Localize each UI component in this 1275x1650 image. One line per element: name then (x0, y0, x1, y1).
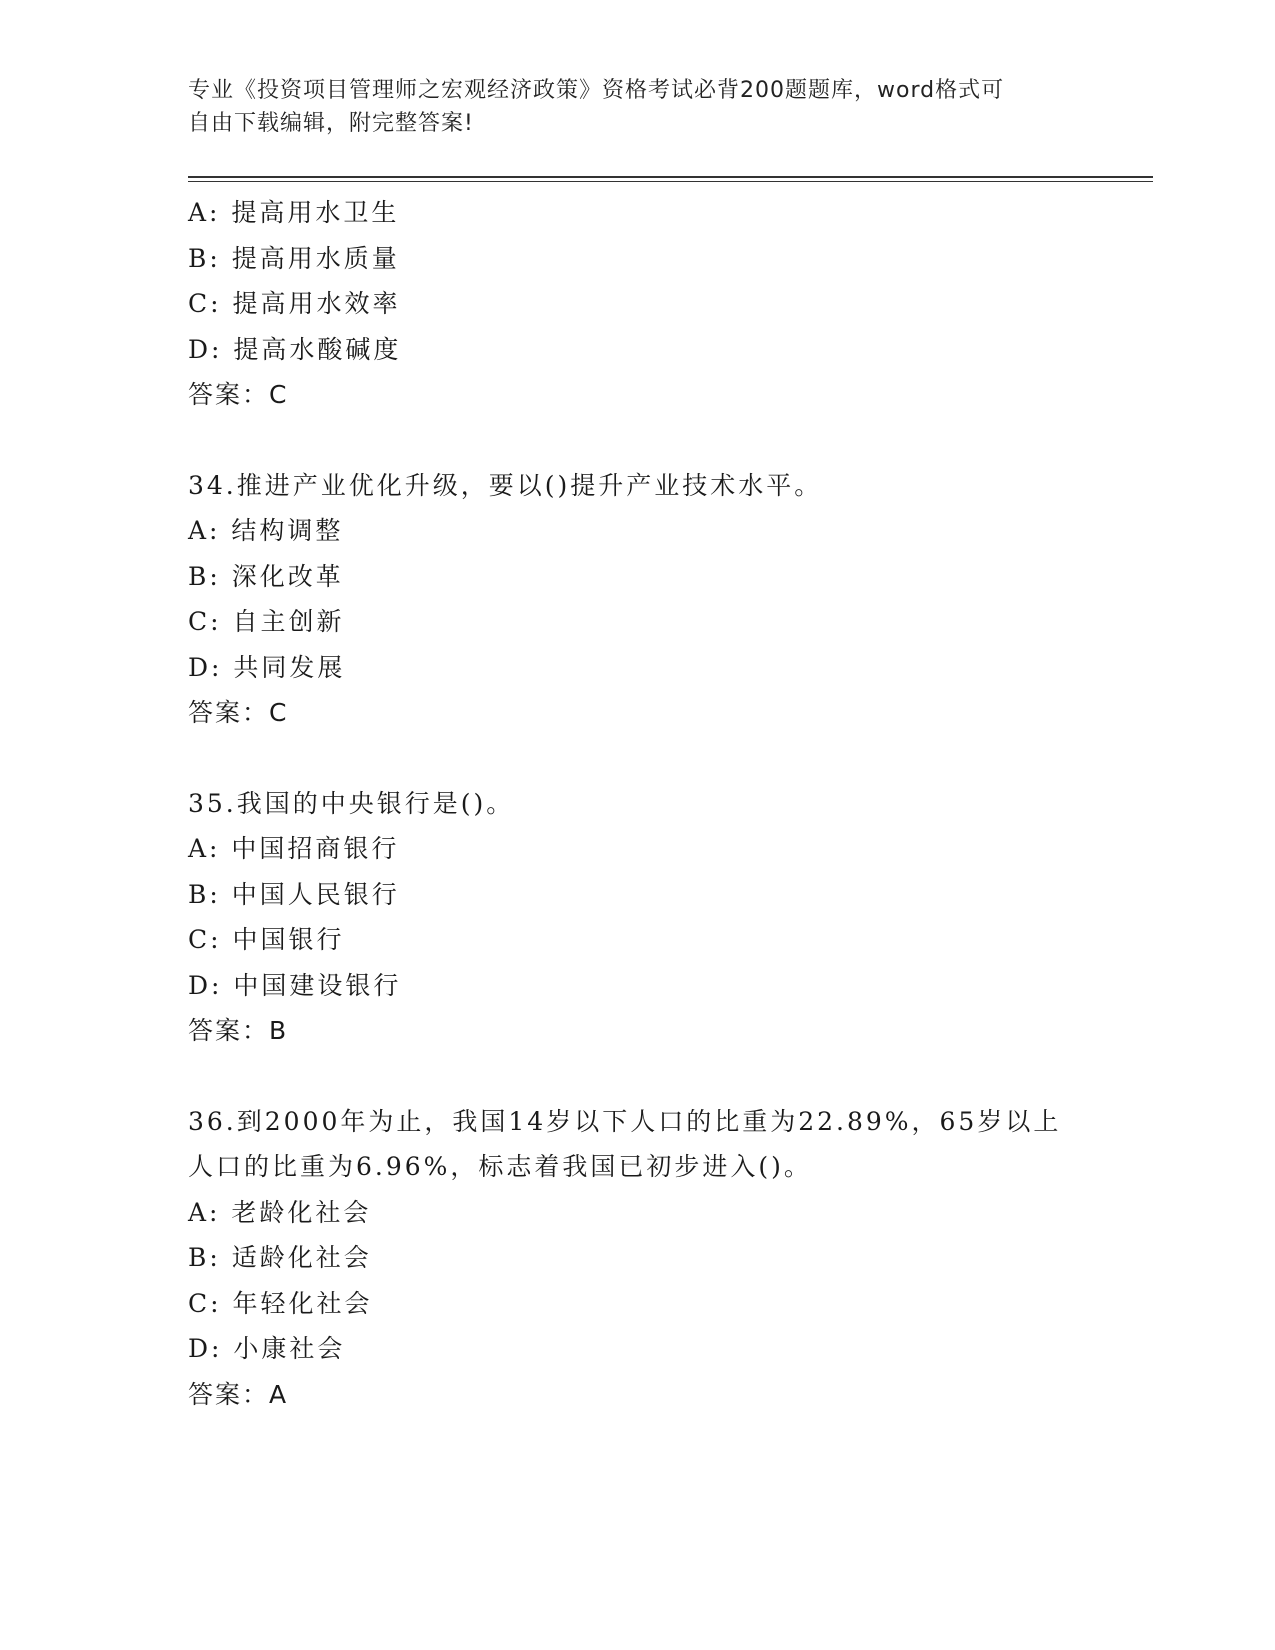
question-stem-line-2: 人口的比重为6.96%，标志着我国已初步进入()。 (188, 1152, 812, 1181)
option-a: A: 提高用水卫生 (188, 198, 400, 227)
option-b: B: 适龄化社会 (188, 1243, 372, 1272)
option-c: C: 年轻化社会 (188, 1288, 373, 1318)
option-a: A: 老龄化社会 (188, 1197, 372, 1227)
question-33 (188, 190, 1088, 418)
question-35 (188, 781, 1088, 1054)
answer: 答案：A (188, 1379, 289, 1409)
spacer (188, 736, 1088, 781)
spacer (188, 418, 1088, 463)
answer: 答案：C (188, 380, 289, 409)
answer: 答案：B (188, 1016, 289, 1045)
option-c: C: 提高用水效率 (188, 289, 401, 318)
option-c: C: 中国银行 (188, 925, 345, 954)
header-line-2: 自由下载编辑，附完整答案! (188, 111, 474, 136)
header-rule-thin (188, 181, 1153, 182)
option-d: D: 提高水酸碱度 (188, 334, 402, 364)
question-stem-line-1: 36.到2000年为止，我国14岁以下人口的比重为22.89%，65岁以上 (188, 1106, 1062, 1136)
option-d: D: 小康社会 (188, 1334, 346, 1363)
option-b: B: 中国人民银行 (188, 879, 400, 909)
answer: 答案：C (188, 698, 289, 727)
option-d: D: 中国建设银行 (188, 970, 402, 1000)
question-stem: 35.我国的中央银行是()。 (188, 788, 515, 818)
option-b: B: 提高用水质量 (188, 243, 400, 273)
option-a: A: 结构调整 (188, 516, 344, 545)
option-a: A: 中国招商银行 (188, 834, 400, 863)
option-b: B: 深化改革 (188, 561, 344, 591)
header-line-1: 专业《投资项目管理师之宏观经济政策》资格考试必背200题题库，word格式可 (188, 78, 1005, 103)
question-stem: 34.推进产业优化升级，要以()提升产业技术水平。 (188, 470, 823, 500)
spacer (188, 1054, 1088, 1099)
option-c: C: 自主创新 (188, 607, 345, 636)
question-36 (188, 1099, 1068, 1418)
question-34 (188, 463, 1088, 736)
option-d: D: 共同发展 (188, 652, 346, 682)
question-list (188, 190, 1088, 1417)
header-rule-thick (188, 176, 1153, 178)
document-header (188, 74, 1068, 140)
